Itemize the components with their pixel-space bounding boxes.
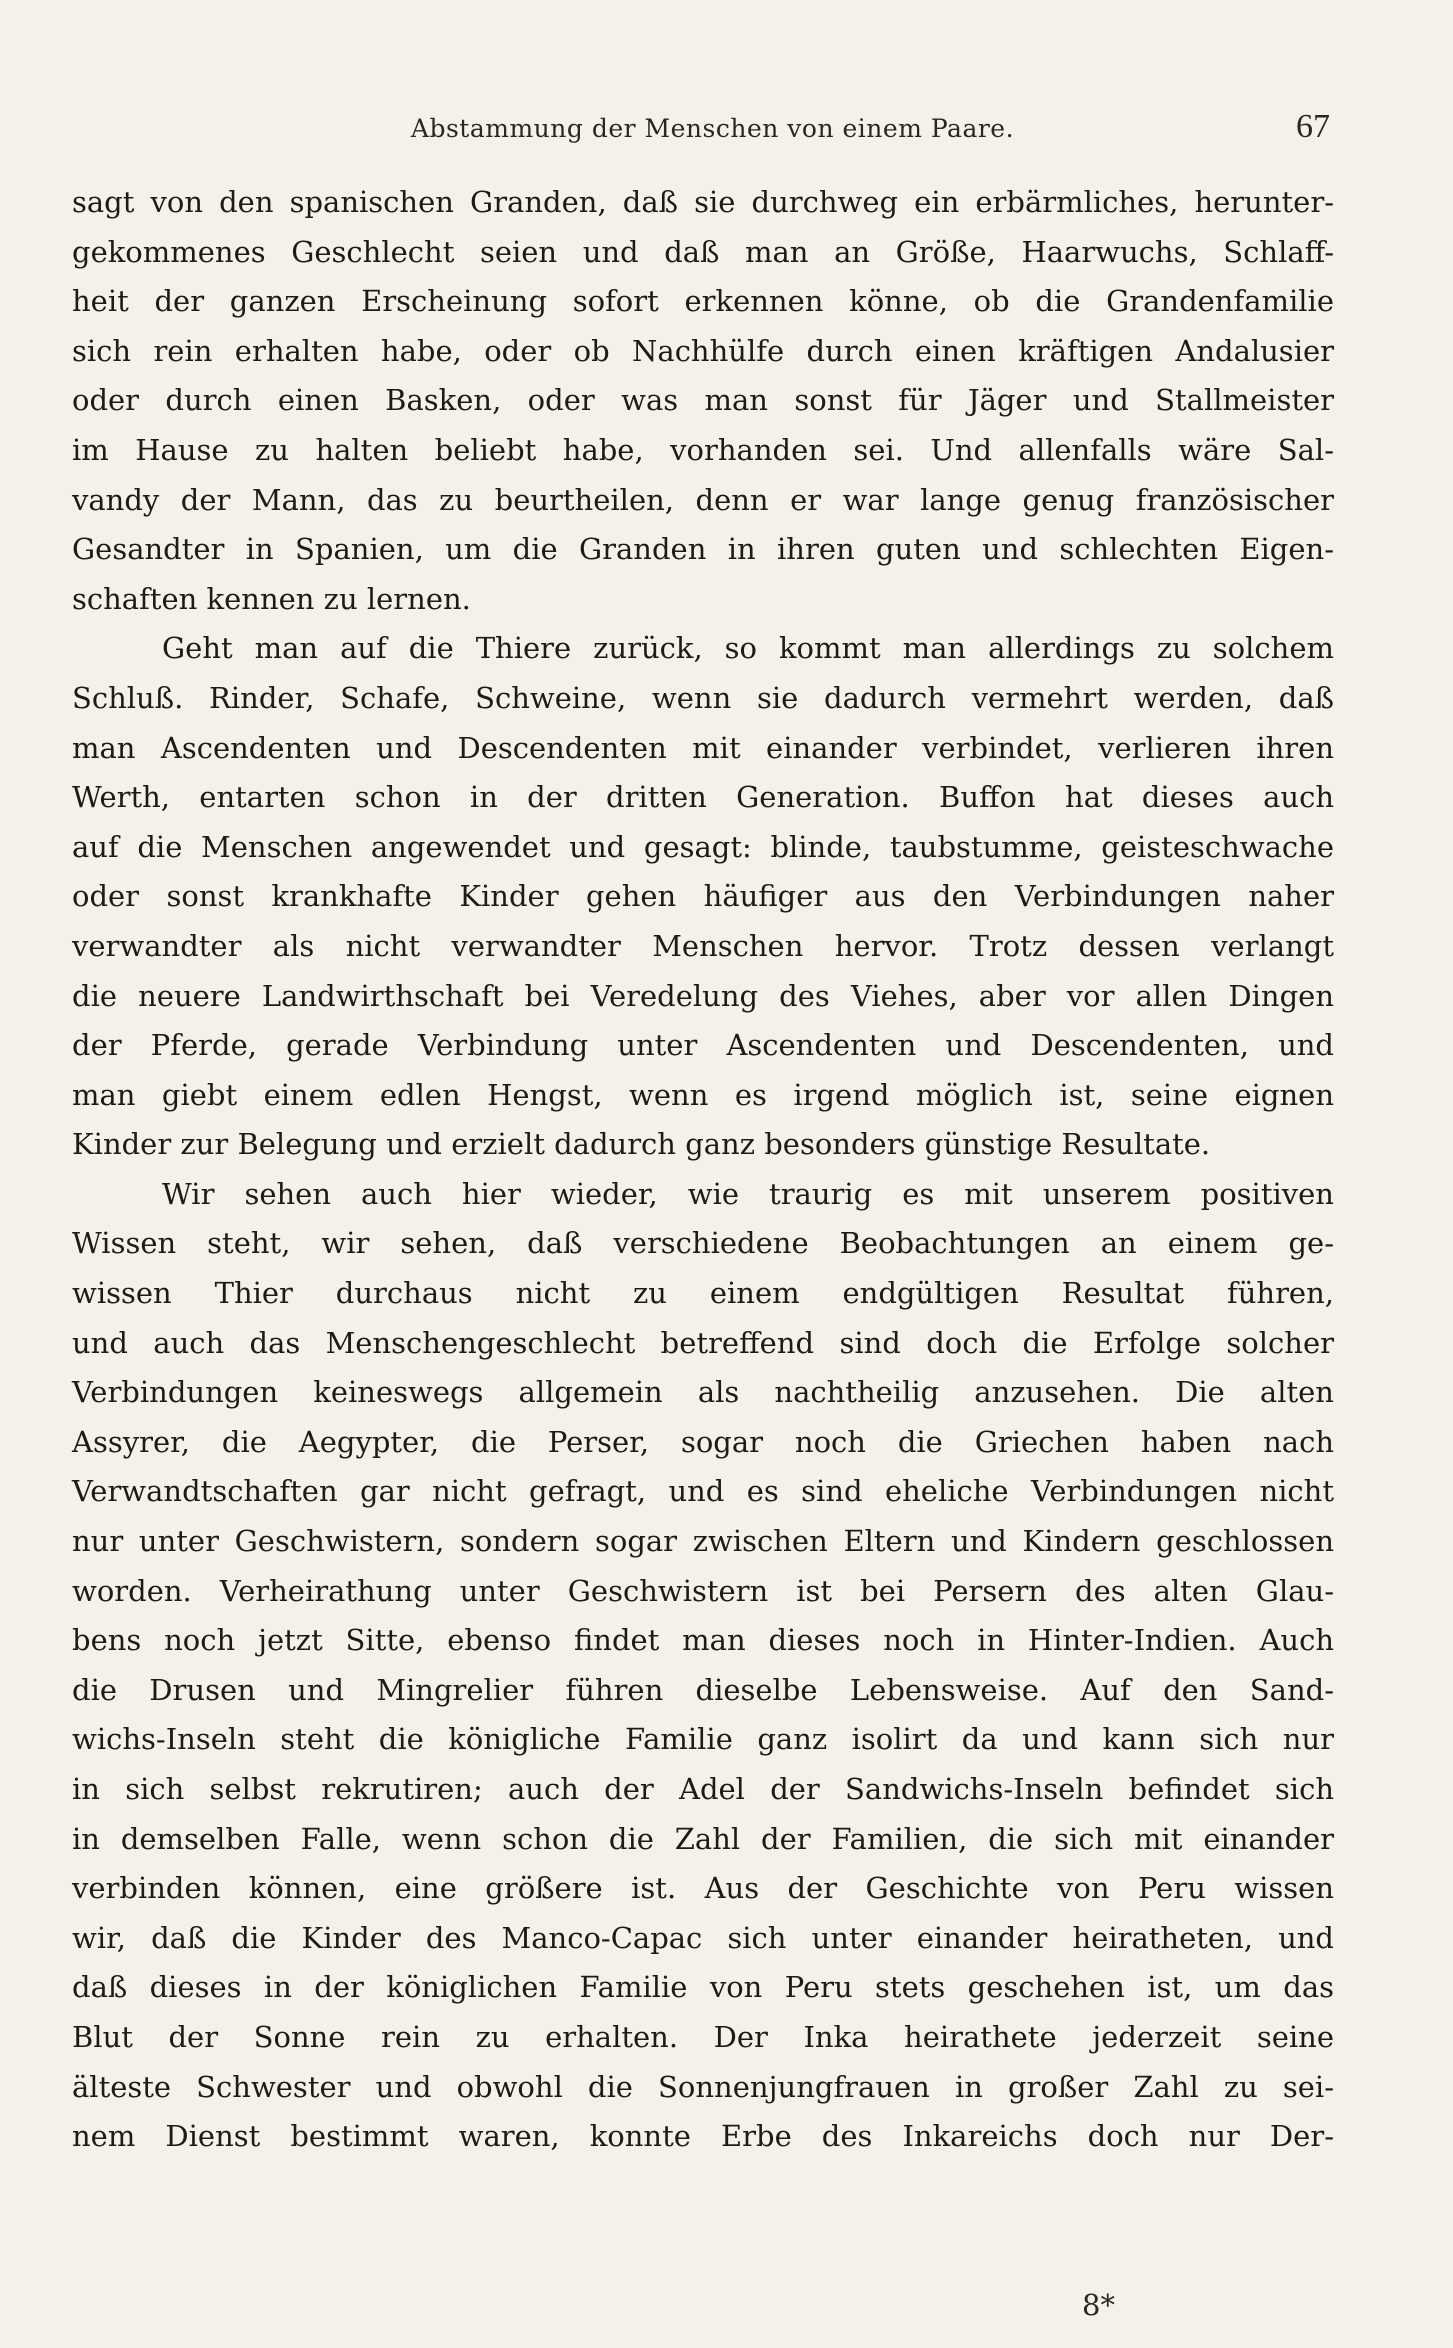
text-line: oder durch einen Basken, oder was man sonst für Jäger und Stallmeister [72,383,1334,418]
text-line: Assyrer, die Aegypter, die Perser, sogar noch die Griechen haben nach [72,1424,1334,1459]
running-head: Abstammung der Menschen von einem Paare. [410,114,1015,143]
text-line: und auch das Menschengeschlecht betreffend sind doch die Erfolge solcher [72,1325,1334,1360]
text-line: Werth, entarten schon in der dritten Generation. Buffon hat dieses auch [72,780,1334,815]
text-line: sagt von den spanischen Granden, daß sie durchweg ein erbärmliches, herunter- [72,185,1334,219]
text-line: Blut der Sonne rein zu erhalten. Der Inka heirathete jederzeit seine [72,2019,1334,2054]
text-line: Wissen steht, wir sehen, daß verschiedene Beobachtungen an einem ge- [72,1226,1334,1261]
text-line: verwandter als nicht verwandter Menschen hervor. Trotz dessen verlangt [72,928,1334,963]
text-line: heit der ganzen Erscheinung sofort erkennen könne, ob die Grandenfamilie [72,284,1334,319]
text-line: Verbindungen keineswegs allgemein als nachtheilig anzusehen. Die alten [72,1375,1334,1410]
text-line: Verwandtschaften gar nicht gefragt, und es sind eheliche Verbindungen nicht [72,1474,1334,1509]
text-line: man Ascendenten und Descendenten mit einander verbindet, verlieren ihren [72,730,1334,765]
page-header [95,108,1330,152]
text-line: wissen Thier durchaus nicht zu einem endgültigen Resultat führen, [72,1276,1334,1311]
text-line: Schluß. Rinder, Schafe, Schweine, wenn sie dadurch vermehrt werden, daß [72,680,1334,715]
text-line: wichs-Inseln steht die königliche Familie ganz isolirt da und kann sich nur [72,1722,1334,1757]
text-line: Kinder zur Belegung und erzielt dadurch ganz besonders günstige Resultate. [72,1127,1211,1162]
text-line: in sich selbst rekrutiren; auch der Adel der Sandwichs-Inseln befindet sich [72,1772,1334,1806]
paragraph-start-line: Wir sehen auch hier wieder, wie traurig es mit unserem positiven [162,1176,1334,1211]
text-line: sich rein erhalten habe, oder ob Nachhülfe durch einen kräftigen Andalusier [72,333,1334,368]
text-line: nem Dienst bestimmt waren, konnte Erbe des Inkareichs doch nur Der- [72,2119,1334,2154]
text-line: nur unter Geschwistern, sondern sogar zwischen Eltern und Kindern geschlossen [72,1524,1334,1559]
text-line: Gesandter in Spanien, um die Granden in ihren guten und schlechten Eigen- [72,532,1334,567]
text-line: oder sonst krankhafte Kinder gehen häufiger aus den Verbindungen naher [72,879,1334,914]
signature-mark: 8* [1082,2288,1115,2322]
page-number: 67 [1296,108,1330,145]
text-line: die Drusen und Mingrelier führen dieselbe Lebensweise. Auf den Sand- [72,1672,1334,1707]
text-line: daß dieses in der königlichen Familie von Peru stets geschehen ist, um das [72,1970,1334,2005]
text-line: die neuere Landwirthschaft bei Veredelung des Viehes, aber vor allen Dingen [72,978,1334,1013]
text-line: worden. Verheirathung unter Geschwistern ist bei Persern des alten Glau- [72,1573,1334,1608]
body-text [72,178,1334,2162]
text-line: schaften kennen zu lernen. [72,581,471,616]
text-line: in demselben Falle, wenn schon die Zahl der Familien, die sich mit einander [72,1821,1334,1856]
text-line: man giebt einem edlen Hengst, wenn es irgend möglich ist, seine eignen [72,1077,1334,1112]
text-line: wir, daß die Kinder des Manco-Capac sich unter einander heiratheten, und [72,1920,1334,1955]
text-line: vandy der Mann, das zu beurtheilen, denn er war lange genug französischer [72,482,1334,517]
text-line: gekommenes Geschlecht seien und daß man an Größe, Haarwuchs, Schlaff- [72,234,1334,269]
text-line: der Pferde, gerade Verbindung unter Ascendenten und Descendenten, und [72,1028,1334,1063]
paragraph-start-line: Geht man auf die Thiere zurück, so kommt man allerdings zu solchem [162,631,1334,666]
text-line: verbinden können, eine größere ist. Aus der Geschichte von Peru wissen [72,1871,1334,1906]
text-line: auf die Menschen angewendet und gesagt: blinde, taubstumme, geisteschwache [72,829,1334,864]
text-line: im Hause zu halten beliebt habe, vorhanden sei. Und allenfalls wäre Sal- [72,432,1334,467]
text-line: älteste Schwester und obwohl die Sonnenjungfrauen in großer Zahl zu sei- [72,2069,1334,2104]
text-line: bens noch jetzt Sitte, ebenso findet man dieses noch in Hinter-Indien. Auch [72,1623,1334,1658]
